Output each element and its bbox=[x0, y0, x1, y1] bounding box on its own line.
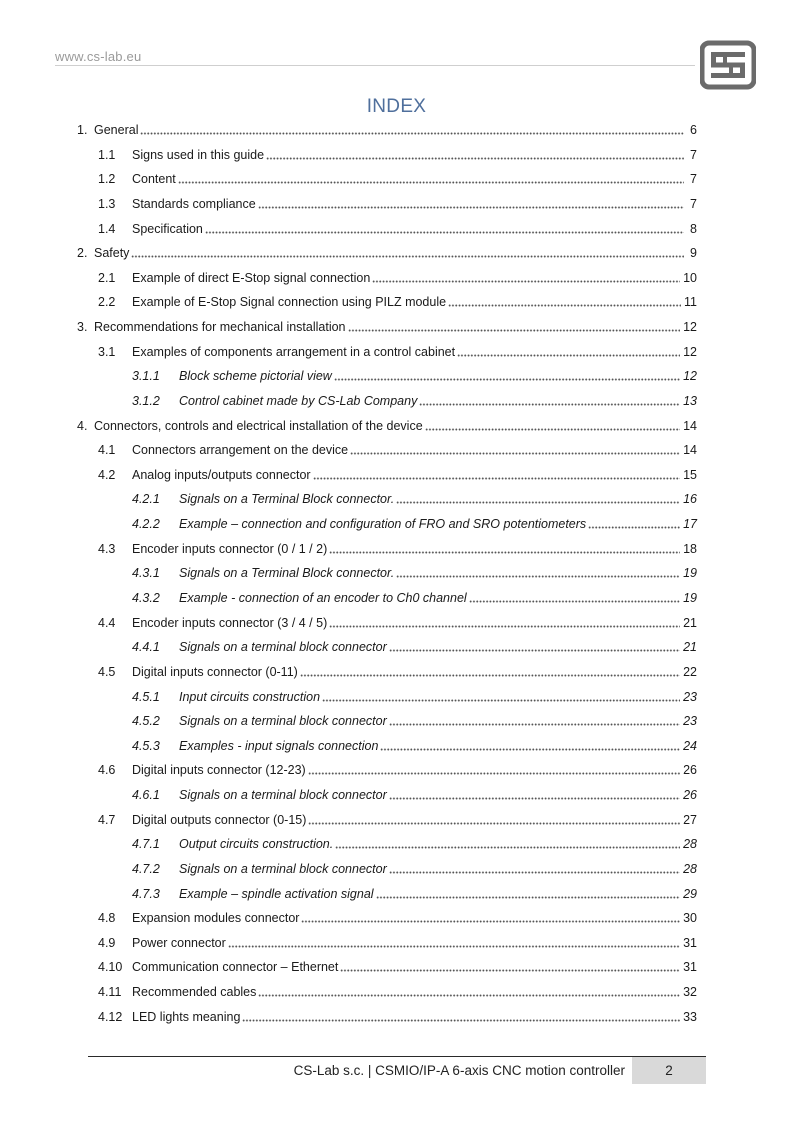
toc-entry[interactable] bbox=[98, 194, 697, 212]
toc-entry-number: 4.4.1 bbox=[132, 640, 160, 655]
toc-entry-page: 13 bbox=[683, 393, 697, 408]
toc-entry-page: 7 bbox=[690, 172, 697, 187]
toc-entry-number: 1.4 bbox=[98, 221, 116, 236]
toc-entry-title: Encoder inputs connector (3 / 4 / 5) bbox=[132, 615, 328, 630]
toc-entry-title: Standards compliance bbox=[132, 196, 256, 211]
toc-entry-number: 2.2 bbox=[98, 295, 116, 310]
toc-dot-leader bbox=[389, 864, 680, 874]
toc-dot-leader bbox=[372, 273, 680, 283]
footer-page-number: 2 bbox=[632, 1057, 706, 1084]
toc-entry[interactable] bbox=[98, 219, 697, 237]
toc-entry-page: 30 bbox=[683, 911, 697, 926]
toc-entry[interactable] bbox=[132, 588, 697, 606]
toc-dot-leader bbox=[469, 593, 680, 603]
toc-entry[interactable] bbox=[98, 957, 697, 975]
toc-entry[interactable] bbox=[98, 662, 697, 680]
toc-entry-number: 4.7.2 bbox=[132, 861, 160, 876]
toc-entry-title: Examples - input signals connection bbox=[179, 738, 379, 753]
toc-entry-page: 7 bbox=[690, 147, 697, 162]
toc-entry-page: 8 bbox=[690, 221, 697, 236]
toc-entry[interactable] bbox=[98, 908, 697, 926]
toc-entry-title: Example – spindle activation signal bbox=[179, 886, 374, 901]
toc-entry-number: 4.10 bbox=[98, 960, 123, 975]
toc-entry[interactable] bbox=[132, 637, 697, 655]
toc-entry-title: Power connector bbox=[132, 935, 226, 950]
toc-entry-title: Content bbox=[132, 172, 176, 187]
toc-dot-leader bbox=[419, 396, 680, 406]
toc-entry-title: Analog inputs/outputs connector bbox=[132, 467, 311, 482]
toc-entry-title: Control cabinet made by CS-Lab Company bbox=[179, 393, 418, 408]
toc-entry-page: 9 bbox=[690, 246, 697, 261]
toc-entry[interactable] bbox=[98, 613, 697, 631]
toc-entry[interactable] bbox=[132, 489, 697, 507]
toc-entry-title: Connectors, controls and electrical installation of the device bbox=[94, 418, 423, 433]
toc-entry-page: 32 bbox=[683, 985, 697, 999]
toc-entry[interactable] bbox=[132, 859, 697, 877]
header-divider bbox=[55, 65, 695, 66]
toc-entry-title: Encoder inputs connector (0 / 1 / 2) bbox=[132, 541, 328, 556]
toc-entry[interactable] bbox=[132, 391, 697, 409]
toc-entry-number: 4.4 bbox=[98, 615, 116, 630]
toc-entry-number: 4.3.1 bbox=[132, 566, 160, 581]
toc-entry-title: Block scheme pictorial view bbox=[179, 369, 332, 384]
toc-entry[interactable] bbox=[132, 884, 697, 902]
toc-entry-page: 16 bbox=[683, 492, 697, 507]
toc-entry-number: 3.1.2 bbox=[132, 393, 160, 408]
toc-entry-page: 31 bbox=[683, 935, 697, 950]
toc-dot-leader bbox=[258, 199, 684, 209]
toc-entry-number: 4.2.1 bbox=[132, 492, 160, 507]
toc-entry-page: 21 bbox=[683, 615, 697, 630]
toc-entry-title: Signals on a Terminal Block connector. bbox=[179, 492, 395, 507]
toc-dot-leader bbox=[131, 248, 684, 258]
toc-entry-page: 24 bbox=[683, 738, 697, 753]
toc-entry-number: 3. bbox=[77, 320, 88, 334]
toc-entry-number: 4.3.2 bbox=[132, 591, 160, 605]
toc-entry-number: 4.3 bbox=[98, 541, 116, 556]
toc-entry[interactable] bbox=[77, 416, 697, 434]
toc-entry-title: Examples of components arrangement in a control cabinet bbox=[132, 344, 456, 359]
toc-entry-title: Signals on a terminal block connector bbox=[179, 714, 387, 729]
toc-entry[interactable] bbox=[98, 145, 697, 163]
index-title: INDEX bbox=[366, 96, 427, 117]
toc-entry-number: 4.12 bbox=[98, 1009, 123, 1024]
toc-entry-number: 4.1 bbox=[98, 443, 116, 458]
toc-entry-number: 4.2.2 bbox=[132, 517, 160, 532]
toc-dot-leader bbox=[242, 1012, 680, 1022]
toc-dot-leader bbox=[350, 445, 680, 455]
toc-entry-page: 19 bbox=[683, 591, 697, 605]
toc-dot-leader bbox=[389, 790, 680, 800]
toc-dot-leader bbox=[425, 421, 680, 431]
toc-entry-page: 26 bbox=[683, 788, 697, 802]
toc-entry-title: Expansion modules connector bbox=[132, 911, 300, 926]
toc-entry[interactable] bbox=[98, 810, 697, 828]
toc-entry-page: 23 bbox=[683, 689, 697, 704]
toc-entry-page: 12 bbox=[683, 320, 697, 334]
toc-entry-title: General bbox=[94, 123, 139, 137]
toc-entry-page: 26 bbox=[683, 763, 697, 778]
toc-dot-leader bbox=[376, 889, 681, 899]
toc-entry[interactable] bbox=[132, 563, 697, 581]
toc-entry-title: Signals on a terminal block connector bbox=[179, 788, 387, 802]
toc-dot-leader bbox=[140, 125, 684, 135]
toc-entry-number: 1.2 bbox=[98, 172, 116, 187]
toc-entry-number: 2. bbox=[77, 246, 88, 261]
toc-entry-title: Signals on a terminal block connector bbox=[179, 861, 387, 876]
footer-document-title: CS-Lab s.c. | CSMIO/IP-A 6-axis CNC motion controller bbox=[293, 1063, 625, 1078]
toc-entry-title: Signals on a terminal block connector bbox=[179, 640, 387, 655]
toc-entry[interactable] bbox=[98, 342, 697, 360]
toc-entry-page: 27 bbox=[683, 812, 697, 827]
toc-entry[interactable] bbox=[98, 465, 697, 483]
toc-entry-number: 1.1 bbox=[98, 147, 116, 162]
toc-entry-title: Signs used in this guide bbox=[132, 147, 265, 162]
toc-dot-leader bbox=[329, 618, 680, 628]
toc-entry-page: 29 bbox=[683, 886, 697, 901]
site-url[interactable]: www.cs-lab.eu bbox=[55, 49, 142, 64]
toc-dot-leader bbox=[266, 150, 684, 160]
toc-entry[interactable] bbox=[132, 711, 697, 729]
toc-entry-page: 15 bbox=[683, 467, 697, 482]
toc-entry-title: Safety bbox=[94, 246, 130, 261]
toc-entry-number: 4.7.1 bbox=[132, 837, 160, 852]
toc-entry-number: 1. bbox=[77, 123, 88, 137]
toc-dot-leader bbox=[340, 962, 680, 972]
toc-dot-leader bbox=[308, 765, 680, 775]
toc-entry-number: 4.9 bbox=[98, 935, 116, 950]
toc-entry-number: 4.2 bbox=[98, 467, 116, 482]
toc-entry[interactable] bbox=[132, 736, 697, 754]
toc-entry-number: 4.7 bbox=[98, 812, 116, 827]
toc-dot-leader bbox=[335, 839, 680, 849]
toc-entry[interactable] bbox=[132, 687, 697, 705]
toc-entry-page: 21 bbox=[683, 640, 697, 655]
toc-entry[interactable] bbox=[98, 440, 697, 458]
toc-entry-number: 2.1 bbox=[98, 270, 116, 285]
toc-dot-leader bbox=[205, 224, 684, 234]
toc-dot-leader bbox=[301, 913, 680, 923]
toc-entry-title: Specification bbox=[132, 221, 203, 236]
toc-dot-leader bbox=[178, 174, 684, 184]
toc-entry-number: 1.3 bbox=[98, 196, 116, 211]
toc-entry-number: 4.6.1 bbox=[132, 788, 160, 802]
toc-entry-number: 4.6 bbox=[98, 763, 116, 778]
toc-entry-title: Recommendations for mechanical installation bbox=[94, 320, 346, 334]
toc-entry[interactable] bbox=[77, 243, 697, 261]
toc-dot-leader bbox=[396, 568, 680, 578]
toc-entry[interactable] bbox=[98, 268, 697, 286]
toc-entry-page: 28 bbox=[683, 861, 697, 876]
toc-entry[interactable] bbox=[132, 366, 697, 384]
toc-entry-page: 19 bbox=[683, 566, 697, 581]
toc-entry-page: 14 bbox=[683, 443, 697, 458]
toc-entry-number: 4.5.3 bbox=[132, 738, 160, 753]
toc-entry-page: 7 bbox=[690, 196, 697, 211]
toc-entry-page: 6 bbox=[690, 123, 697, 137]
toc-entry-page: 14 bbox=[683, 418, 697, 433]
toc-entry[interactable] bbox=[98, 1007, 697, 1025]
toc-entry-title: Input circuits construction bbox=[179, 689, 321, 704]
toc-dot-leader bbox=[389, 642, 680, 652]
toc-entry[interactable] bbox=[98, 982, 697, 1000]
toc-entry-page: 28 bbox=[683, 837, 697, 852]
toc-entry[interactable] bbox=[77, 317, 697, 335]
toc-dot-leader bbox=[313, 470, 680, 480]
toc-entry-number: 3.1 bbox=[98, 344, 116, 359]
toc-entry-title: Connectors arrangement on the device bbox=[132, 443, 349, 458]
toc-entry-title: Digital inputs connector (12-23) bbox=[132, 763, 306, 778]
toc-entry-number: 4.5.1 bbox=[132, 689, 160, 704]
toc-entry-number: 4. bbox=[77, 418, 88, 433]
toc-dot-leader bbox=[396, 494, 680, 504]
toc-entry-title: Example of direct E-Stop signal connection bbox=[132, 270, 371, 285]
toc-entry-page: 12 bbox=[683, 369, 697, 384]
toc-entry-number: 4.5 bbox=[98, 664, 116, 679]
toc-entry-page: 33 bbox=[683, 1009, 697, 1024]
toc-dot-leader bbox=[322, 692, 680, 702]
toc-dot-leader bbox=[329, 544, 680, 554]
toc-entry-number: 4.11 bbox=[98, 985, 122, 999]
toc-dot-leader bbox=[300, 667, 680, 677]
toc-entry[interactable] bbox=[98, 539, 697, 557]
toc-entry-title: Example – connection and configuration of FRO and SRO potentiometers bbox=[179, 517, 587, 532]
toc-entry-title: LED lights meaning bbox=[132, 1009, 241, 1024]
toc-dot-leader bbox=[380, 741, 680, 751]
toc-dot-leader bbox=[457, 347, 680, 357]
toc-entry-number: 3.1.1 bbox=[132, 369, 160, 384]
toc-entry-page: 22 bbox=[683, 664, 697, 679]
toc-entry[interactable] bbox=[98, 933, 697, 951]
toc-entry-page: 10 bbox=[683, 270, 697, 285]
toc-dot-leader bbox=[588, 519, 680, 529]
toc-entry-title: Digital outputs connector (0-15) bbox=[132, 812, 307, 827]
toc-entry-page: 17 bbox=[683, 517, 697, 532]
toc-entry-page: 31 bbox=[683, 960, 697, 975]
toc-dot-leader bbox=[448, 297, 681, 307]
cs-lab-logo-icon bbox=[700, 40, 756, 90]
toc-entry-title: Output circuits construction. bbox=[179, 837, 334, 852]
toc-entry[interactable] bbox=[77, 120, 697, 138]
toc-entry-title: Example - connection of an encoder to Ch0 channel bbox=[179, 591, 467, 605]
toc-entry-title: Example of E-Stop Signal connection using PILZ module bbox=[132, 295, 447, 310]
toc-entry[interactable] bbox=[132, 785, 697, 803]
toc-entry-title: Communication connector – Ethernet bbox=[132, 960, 339, 975]
toc-dot-leader bbox=[389, 716, 680, 726]
toc-dot-leader bbox=[308, 815, 680, 825]
footer-divider bbox=[88, 1056, 706, 1057]
toc-entry-number: 4.8 bbox=[98, 911, 116, 926]
toc-dot-leader bbox=[258, 987, 680, 997]
toc-entry[interactable] bbox=[132, 834, 697, 852]
toc-entry-number: 4.7.3 bbox=[132, 886, 160, 901]
toc-entry-page: 18 bbox=[683, 541, 697, 556]
toc-dot-leader bbox=[228, 938, 680, 948]
toc-entry-title: Digital inputs connector (0-11) bbox=[132, 664, 298, 679]
toc-dot-leader bbox=[348, 322, 681, 332]
toc-entry-page: 11 bbox=[684, 295, 697, 310]
toc-entry-number: 4.5.2 bbox=[132, 714, 160, 729]
toc-entry[interactable] bbox=[98, 292, 697, 310]
toc-entry[interactable] bbox=[132, 514, 697, 532]
toc-entry-page: 23 bbox=[683, 714, 697, 729]
toc-dot-leader bbox=[334, 371, 680, 381]
toc-entry-title: Recommended cables bbox=[132, 985, 257, 999]
toc-entry[interactable] bbox=[98, 169, 697, 187]
toc-entry-title: Signals on a Terminal Block connector. bbox=[179, 566, 395, 581]
toc-entry-page: 12 bbox=[683, 344, 697, 359]
toc-entry[interactable] bbox=[98, 760, 697, 778]
